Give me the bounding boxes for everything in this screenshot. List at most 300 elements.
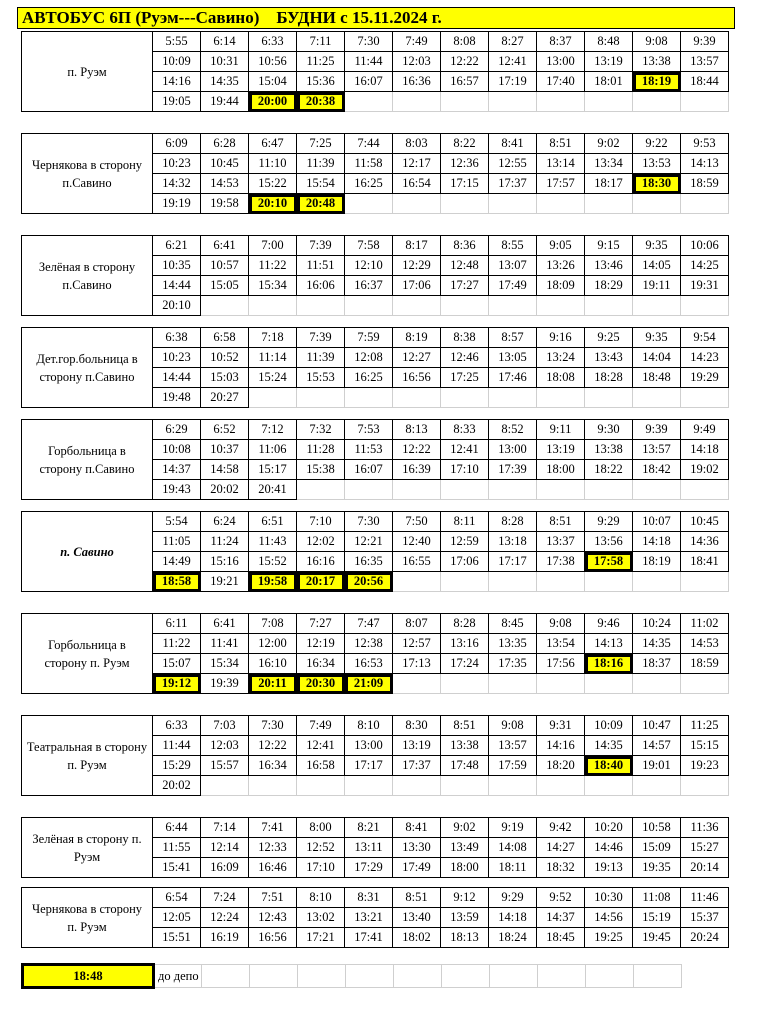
departure-time: 14:25 bbox=[681, 256, 729, 276]
departure-time: 10:07 bbox=[633, 512, 681, 532]
departure-time: 16:09 bbox=[201, 858, 249, 878]
departure-time: 6:51 bbox=[249, 512, 297, 532]
empty-cell bbox=[441, 296, 489, 316]
departure-time: 12:22 bbox=[441, 52, 489, 72]
departure-time: 9:49 bbox=[681, 420, 729, 440]
empty-cell bbox=[585, 92, 633, 112]
departure-time: 13:46 bbox=[585, 256, 633, 276]
departure-time: 18:59 bbox=[681, 174, 729, 194]
departure-time: 13:05 bbox=[489, 348, 537, 368]
empty-cell bbox=[633, 674, 681, 694]
departure-time: 17:46 bbox=[489, 368, 537, 388]
departure-time: 13:21 bbox=[345, 908, 393, 928]
departure-time: 8:51 bbox=[393, 888, 441, 908]
stop-name: Дет.гор.больница в сторону п.Савино bbox=[22, 328, 153, 408]
departure-time: 14:04 bbox=[633, 348, 681, 368]
departure-time: 13:19 bbox=[393, 736, 441, 756]
stop-section bbox=[21, 31, 767, 112]
departure-time: 19:44 bbox=[201, 92, 249, 112]
departure-time: 17:29 bbox=[345, 858, 393, 878]
departure-time: 14:16 bbox=[153, 72, 201, 92]
departure-time: 8:48 bbox=[585, 32, 633, 52]
departure-time: 18:19 bbox=[633, 72, 681, 92]
departure-time: 18:20 bbox=[537, 756, 585, 776]
departure-time: 19:35 bbox=[633, 858, 681, 878]
departure-time: 11:02 bbox=[681, 614, 729, 634]
departure-time: 7:12 bbox=[249, 420, 297, 440]
empty-cell bbox=[537, 674, 585, 694]
departure-time: 16:35 bbox=[345, 552, 393, 572]
departure-time: 11:06 bbox=[249, 440, 297, 460]
departure-time: 16:19 bbox=[201, 928, 249, 948]
departure-time: 10:45 bbox=[681, 512, 729, 532]
schedule-title: АВТОБУС 6П (Руэм---Савино) БУДНИ с 15.11.2024 г. bbox=[17, 7, 735, 29]
departure-time: 12:00 bbox=[249, 634, 297, 654]
departure-time: 11:53 bbox=[345, 440, 393, 460]
departure-time: 11:05 bbox=[153, 532, 201, 552]
departure-time: 14:36 bbox=[681, 532, 729, 552]
stop-section bbox=[21, 715, 767, 796]
stop-section bbox=[21, 613, 767, 694]
departure-time: 18:30 bbox=[633, 174, 681, 194]
departure-time: 14:13 bbox=[681, 154, 729, 174]
departure-time: 17:56 bbox=[537, 654, 585, 674]
departure-time: 8:28 bbox=[441, 614, 489, 634]
departure-time: 18:45 bbox=[537, 928, 585, 948]
departure-time: 16:07 bbox=[345, 72, 393, 92]
departure-time: 9:19 bbox=[489, 818, 537, 838]
departure-time: 11:46 bbox=[681, 888, 729, 908]
departure-time: 10:52 bbox=[201, 348, 249, 368]
departure-time: 9:30 bbox=[585, 420, 633, 440]
empty-cell bbox=[585, 194, 633, 214]
departure-time: 6:52 bbox=[201, 420, 249, 440]
departure-time: 8:19 bbox=[393, 328, 441, 348]
departure-time: 8:37 bbox=[537, 32, 585, 52]
departure-time: 14:57 bbox=[633, 736, 681, 756]
departure-time: 13:18 bbox=[489, 532, 537, 552]
departure-time: 15:52 bbox=[249, 552, 297, 572]
departure-time: 10:08 bbox=[153, 440, 201, 460]
departure-time: 15:19 bbox=[633, 908, 681, 928]
empty-cell bbox=[633, 572, 681, 592]
departure-time: 12:36 bbox=[441, 154, 489, 174]
schedule-row bbox=[22, 888, 767, 908]
departure-time: 20:14 bbox=[681, 858, 729, 878]
departure-time: 14:27 bbox=[537, 838, 585, 858]
departure-time: 8:17 bbox=[393, 236, 441, 256]
stop-name: п. Савино bbox=[22, 512, 153, 592]
stop-name: Чернякова в сторону п. Руэм bbox=[22, 888, 153, 948]
departure-time: 13:38 bbox=[441, 736, 489, 756]
departure-time: 11:39 bbox=[297, 348, 345, 368]
departure-time: 13:19 bbox=[585, 52, 633, 72]
schedule-row bbox=[22, 328, 767, 348]
departure-time: 9:39 bbox=[633, 420, 681, 440]
stop-name: п. Руэм bbox=[22, 32, 153, 112]
departure-time: 16:39 bbox=[393, 460, 441, 480]
departure-time: 19:43 bbox=[153, 480, 201, 500]
departure-time: 20:41 bbox=[249, 480, 297, 500]
departure-time: 12:41 bbox=[489, 52, 537, 72]
departure-time: 12:41 bbox=[297, 736, 345, 756]
empty-cell bbox=[345, 296, 393, 316]
stop-section bbox=[21, 511, 767, 592]
departure-time: 17:27 bbox=[441, 276, 489, 296]
departure-time: 11:22 bbox=[153, 634, 201, 654]
empty-cell bbox=[489, 388, 537, 408]
departure-time: 16:06 bbox=[297, 276, 345, 296]
departure-time: 10:35 bbox=[153, 256, 201, 276]
departure-time: 11:36 bbox=[681, 818, 729, 838]
departure-time: 6:41 bbox=[201, 236, 249, 256]
empty-cell bbox=[537, 480, 585, 500]
empty-cell bbox=[633, 296, 681, 316]
departure-time: 12:21 bbox=[345, 532, 393, 552]
departure-time: 7:39 bbox=[297, 236, 345, 256]
stop-section bbox=[21, 887, 767, 948]
empty-cell bbox=[585, 388, 633, 408]
departure-time: 18:41 bbox=[681, 552, 729, 572]
departure-time: 7:03 bbox=[201, 716, 249, 736]
departure-time: 19:05 bbox=[153, 92, 201, 112]
departure-time: 13:14 bbox=[537, 154, 585, 174]
departure-time: 7:44 bbox=[345, 134, 393, 154]
departure-time: 12:43 bbox=[249, 908, 297, 928]
departure-time: 11:10 bbox=[249, 154, 297, 174]
empty-cell bbox=[393, 480, 441, 500]
departure-time: 8:51 bbox=[537, 512, 585, 532]
departure-time: 17:17 bbox=[345, 756, 393, 776]
departure-time: 15:22 bbox=[249, 174, 297, 194]
departure-time: 10:37 bbox=[201, 440, 249, 460]
empty-cell bbox=[441, 572, 489, 592]
departure-time: 13:35 bbox=[489, 634, 537, 654]
departure-time: 8:03 bbox=[393, 134, 441, 154]
departure-time: 12:03 bbox=[201, 736, 249, 756]
departure-time: 18:42 bbox=[633, 460, 681, 480]
departure-time: 15:34 bbox=[249, 276, 297, 296]
departure-time: 17:57 bbox=[537, 174, 585, 194]
departure-time: 7:11 bbox=[297, 32, 345, 52]
departure-time: 13:37 bbox=[537, 532, 585, 552]
departure-time: 12:08 bbox=[345, 348, 393, 368]
stop-name: Горбольница в сторону п. Руэм bbox=[22, 614, 153, 694]
departure-time: 14:35 bbox=[633, 634, 681, 654]
departure-time: 13:07 bbox=[489, 256, 537, 276]
departure-time: 15:37 bbox=[681, 908, 729, 928]
depot-time: 18:48 bbox=[23, 965, 154, 988]
departure-time: 13:11 bbox=[345, 838, 393, 858]
empty-cell bbox=[537, 194, 585, 214]
departure-time: 19:58 bbox=[201, 194, 249, 214]
departure-time: 13:57 bbox=[489, 736, 537, 756]
departure-time: 8:36 bbox=[441, 236, 489, 256]
departure-time: 19:31 bbox=[681, 276, 729, 296]
departure-time: 15:24 bbox=[249, 368, 297, 388]
departure-time: 15:34 bbox=[201, 654, 249, 674]
departure-time: 18:17 bbox=[585, 174, 633, 194]
departure-time: 12:19 bbox=[297, 634, 345, 654]
empty-cell bbox=[345, 776, 393, 796]
empty-cell bbox=[681, 776, 729, 796]
departure-time: 10:45 bbox=[201, 154, 249, 174]
departure-time: 7:14 bbox=[201, 818, 249, 838]
departure-time: 19:25 bbox=[585, 928, 633, 948]
departure-time: 10:58 bbox=[633, 818, 681, 838]
empty-cell bbox=[489, 92, 537, 112]
empty-cell bbox=[633, 194, 681, 214]
departure-time: 13:53 bbox=[633, 154, 681, 174]
empty-cell bbox=[633, 388, 681, 408]
empty-cell bbox=[441, 776, 489, 796]
departure-time: 7:53 bbox=[345, 420, 393, 440]
empty-cell bbox=[297, 480, 345, 500]
departure-time: 15:09 bbox=[633, 838, 681, 858]
departure-time: 16:37 bbox=[345, 276, 393, 296]
schedule-row bbox=[22, 614, 767, 634]
departure-time: 9:22 bbox=[633, 134, 681, 154]
empty-cell bbox=[393, 92, 441, 112]
departure-time: 12:22 bbox=[393, 440, 441, 460]
departure-time: 7:00 bbox=[249, 236, 297, 256]
departure-time: 18:37 bbox=[633, 654, 681, 674]
empty-cell bbox=[489, 296, 537, 316]
departure-time: 18:08 bbox=[537, 368, 585, 388]
departure-time: 12:41 bbox=[441, 440, 489, 460]
departure-time: 9:25 bbox=[585, 328, 633, 348]
departure-time: 18:16 bbox=[585, 654, 633, 674]
departure-time: 7:49 bbox=[393, 32, 441, 52]
departure-time: 16:07 bbox=[345, 460, 393, 480]
departure-time: 6:44 bbox=[153, 818, 201, 838]
departure-time: 20:30 bbox=[297, 674, 345, 694]
departure-time: 18:22 bbox=[585, 460, 633, 480]
empty-cell bbox=[249, 388, 297, 408]
departure-time: 8:10 bbox=[297, 888, 345, 908]
departure-time: 14:44 bbox=[153, 276, 201, 296]
departure-time: 10:47 bbox=[633, 716, 681, 736]
departure-time: 20:27 bbox=[201, 388, 249, 408]
departure-time: 6:09 bbox=[153, 134, 201, 154]
departure-time: 20:02 bbox=[201, 480, 249, 500]
departure-time: 11:44 bbox=[153, 736, 201, 756]
departure-time: 17:37 bbox=[393, 756, 441, 776]
departure-time: 19:01 bbox=[633, 756, 681, 776]
departure-time: 19:21 bbox=[201, 572, 249, 592]
empty-cell bbox=[681, 572, 729, 592]
empty-cell bbox=[537, 776, 585, 796]
departure-time: 14:49 bbox=[153, 552, 201, 572]
schedule-row bbox=[22, 512, 767, 532]
departure-time: 17:41 bbox=[345, 928, 393, 948]
departure-time: 11:24 bbox=[201, 532, 249, 552]
departure-time: 10:23 bbox=[153, 154, 201, 174]
empty-cell bbox=[345, 92, 393, 112]
departure-time: 11:08 bbox=[633, 888, 681, 908]
departure-time: 16:58 bbox=[297, 756, 345, 776]
empty-cell bbox=[585, 776, 633, 796]
departure-time: 15:16 bbox=[201, 552, 249, 572]
departure-time: 18:32 bbox=[537, 858, 585, 878]
empty-cell bbox=[681, 92, 729, 112]
schedule-row bbox=[22, 134, 767, 154]
departure-time: 18:02 bbox=[393, 928, 441, 948]
stop-section bbox=[21, 817, 767, 878]
departure-time: 10:20 bbox=[585, 818, 633, 838]
departure-time: 19:39 bbox=[201, 674, 249, 694]
departure-time: 8:13 bbox=[393, 420, 441, 440]
departure-time: 20:11 bbox=[249, 674, 297, 694]
departure-time: 14:58 bbox=[201, 460, 249, 480]
departure-time: 11:44 bbox=[345, 52, 393, 72]
departure-time: 18:00 bbox=[537, 460, 585, 480]
departure-time: 6:47 bbox=[249, 134, 297, 154]
schedule-row bbox=[22, 236, 767, 256]
departure-time: 7:58 bbox=[345, 236, 393, 256]
empty-cell bbox=[681, 194, 729, 214]
departure-time: 9:52 bbox=[537, 888, 585, 908]
departure-time: 13:26 bbox=[537, 256, 585, 276]
departure-time: 16:46 bbox=[249, 858, 297, 878]
empty-cell bbox=[201, 776, 249, 796]
empty-cell bbox=[585, 572, 633, 592]
departure-time: 15:54 bbox=[297, 174, 345, 194]
departure-time: 18:40 bbox=[585, 756, 633, 776]
schedule-row bbox=[22, 818, 767, 838]
departure-time: 12:55 bbox=[489, 154, 537, 174]
departure-time: 18:11 bbox=[489, 858, 537, 878]
departure-time: 14:23 bbox=[681, 348, 729, 368]
departure-time: 11:55 bbox=[153, 838, 201, 858]
departure-time: 14:37 bbox=[153, 460, 201, 480]
empty-cell bbox=[441, 194, 489, 214]
departure-time: 12:57 bbox=[393, 634, 441, 654]
departure-time: 6:14 bbox=[201, 32, 249, 52]
departure-time: 12:05 bbox=[153, 908, 201, 928]
departure-time: 16:57 bbox=[441, 72, 489, 92]
departure-time: 9:11 bbox=[537, 420, 585, 440]
departure-time: 17:19 bbox=[489, 72, 537, 92]
departure-time: 18:01 bbox=[585, 72, 633, 92]
departure-time: 15:03 bbox=[201, 368, 249, 388]
empty-cell bbox=[393, 776, 441, 796]
departure-time: 16:25 bbox=[345, 368, 393, 388]
departure-time: 10:09 bbox=[585, 716, 633, 736]
departure-time: 12:10 bbox=[345, 256, 393, 276]
departure-time: 11:43 bbox=[249, 532, 297, 552]
departure-time: 17:49 bbox=[489, 276, 537, 296]
departure-time: 7:39 bbox=[297, 328, 345, 348]
departure-time: 12:17 bbox=[393, 154, 441, 174]
departure-time: 15:04 bbox=[249, 72, 297, 92]
departure-time: 13:38 bbox=[633, 52, 681, 72]
empty-cell bbox=[393, 296, 441, 316]
departure-time: 7:47 bbox=[345, 614, 393, 634]
departure-time: 19:02 bbox=[681, 460, 729, 480]
departure-time: 10:09 bbox=[153, 52, 201, 72]
departure-time: 9:15 bbox=[585, 236, 633, 256]
departure-time: 18:48 bbox=[633, 368, 681, 388]
departure-time: 9:29 bbox=[489, 888, 537, 908]
stop-name: Зелёная в сторону п.Савино bbox=[22, 236, 153, 316]
departure-time: 8:21 bbox=[345, 818, 393, 838]
departure-time: 7:10 bbox=[297, 512, 345, 532]
departure-time: 11:14 bbox=[249, 348, 297, 368]
departure-time: 16:55 bbox=[393, 552, 441, 572]
departure-time: 16:34 bbox=[297, 654, 345, 674]
empty-cell bbox=[489, 480, 537, 500]
departure-time: 6:58 bbox=[201, 328, 249, 348]
departure-time: 17:59 bbox=[489, 756, 537, 776]
departure-time: 9:54 bbox=[681, 328, 729, 348]
departure-time: 18:09 bbox=[537, 276, 585, 296]
departure-time: 12:52 bbox=[297, 838, 345, 858]
departure-time: 7:30 bbox=[249, 716, 297, 736]
departure-time: 6:24 bbox=[201, 512, 249, 532]
departure-time: 10:57 bbox=[201, 256, 249, 276]
empty-cell bbox=[681, 674, 729, 694]
departure-time: 5:54 bbox=[153, 512, 201, 532]
departure-time: 8:45 bbox=[489, 614, 537, 634]
schedule-row bbox=[22, 32, 767, 52]
empty-cell bbox=[393, 674, 441, 694]
departure-time: 21:09 bbox=[345, 674, 393, 694]
empty-cell bbox=[537, 572, 585, 592]
departure-time: 17:13 bbox=[393, 654, 441, 674]
departure-time: 8:31 bbox=[345, 888, 393, 908]
departure-time: 9:02 bbox=[441, 818, 489, 838]
departure-time: 8:52 bbox=[489, 420, 537, 440]
empty-cell bbox=[297, 296, 345, 316]
empty-cell bbox=[537, 92, 585, 112]
departure-time: 16:56 bbox=[249, 928, 297, 948]
departure-time: 16:36 bbox=[393, 72, 441, 92]
departure-time: 17:10 bbox=[441, 460, 489, 480]
departure-time: 10:23 bbox=[153, 348, 201, 368]
departure-time: 9:02 bbox=[585, 134, 633, 154]
empty-cell bbox=[489, 674, 537, 694]
departure-time: 16:16 bbox=[297, 552, 345, 572]
departure-time: 11:41 bbox=[201, 634, 249, 654]
departure-time: 7:30 bbox=[345, 512, 393, 532]
stop-name: Театральная в сторону п. Руэм bbox=[22, 716, 153, 796]
empty-cell bbox=[681, 480, 729, 500]
empty-cell bbox=[345, 480, 393, 500]
departure-time: 12:38 bbox=[345, 634, 393, 654]
departure-time: 12:29 bbox=[393, 256, 441, 276]
departure-time: 17:25 bbox=[441, 368, 489, 388]
departure-time: 9:42 bbox=[537, 818, 585, 838]
departure-time: 10:56 bbox=[249, 52, 297, 72]
departure-time: 8:51 bbox=[537, 134, 585, 154]
departure-time: 12:48 bbox=[441, 256, 489, 276]
departure-time: 12:24 bbox=[201, 908, 249, 928]
departure-time: 13:56 bbox=[585, 532, 633, 552]
departure-time: 7:25 bbox=[297, 134, 345, 154]
departure-time: 18:24 bbox=[489, 928, 537, 948]
departure-time: 15:38 bbox=[297, 460, 345, 480]
departure-time: 17:48 bbox=[441, 756, 489, 776]
departure-time: 7:30 bbox=[345, 32, 393, 52]
departure-time: 17:06 bbox=[441, 552, 489, 572]
departure-time: 12:33 bbox=[249, 838, 297, 858]
departure-time: 18:58 bbox=[153, 572, 201, 592]
departure-time: 13:54 bbox=[537, 634, 585, 654]
departure-time: 20:17 bbox=[297, 572, 345, 592]
departure-time: 18:13 bbox=[441, 928, 489, 948]
departure-time: 14:56 bbox=[585, 908, 633, 928]
